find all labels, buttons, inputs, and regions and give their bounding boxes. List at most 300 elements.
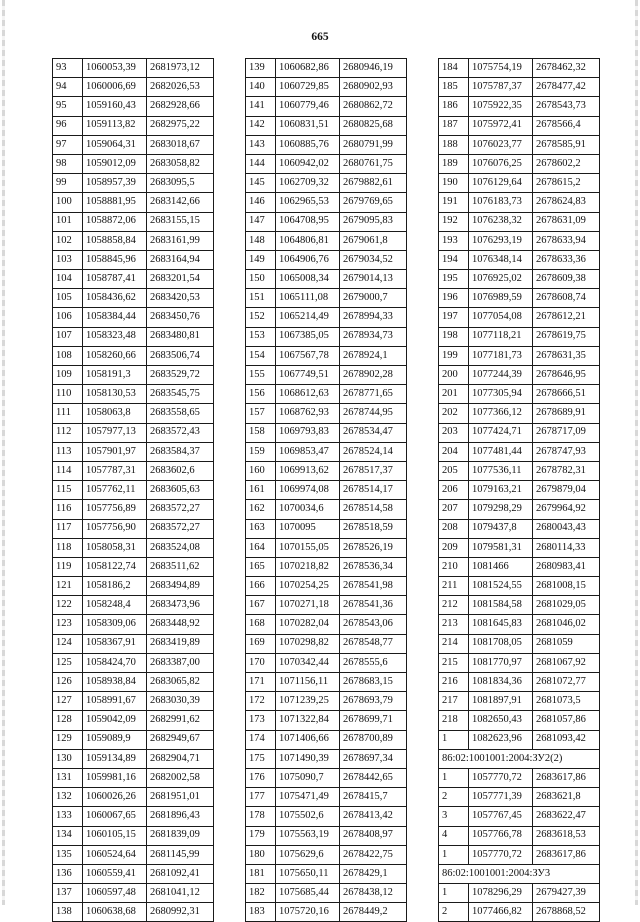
y-coordinate-cell: 2678408,97 [340, 826, 407, 845]
table-row [246, 289, 407, 308]
table-row [53, 59, 214, 78]
y-coordinate-cell: 2681029,05 [533, 596, 600, 615]
x-coordinate-cell: 1058122,74 [83, 557, 147, 576]
x-coordinate-cell: 1058881,95 [83, 193, 147, 212]
y-coordinate-cell: 2678536,34 [340, 557, 407, 576]
y-coordinate-cell: 2681008,15 [533, 577, 600, 596]
table-row [246, 538, 407, 557]
y-coordinate-cell: 2678585,91 [533, 135, 600, 154]
x-coordinate-cell: 1075922,35 [469, 97, 533, 116]
y-coordinate-cell: 2683618,53 [533, 826, 600, 845]
table-row [53, 366, 214, 385]
x-coordinate-cell: 1076238,32 [469, 212, 533, 231]
table-row [53, 596, 214, 615]
point-number-cell: 178 [246, 807, 276, 826]
x-coordinate-cell: 1070298,82 [276, 634, 340, 653]
point-number-cell: 146 [246, 193, 276, 212]
point-number-cell: 1 [439, 730, 469, 749]
table-row [246, 97, 407, 116]
x-coordinate-cell: 1065111,08 [276, 289, 340, 308]
point-number-cell: 197 [439, 308, 469, 327]
point-number-cell: 143 [246, 135, 276, 154]
point-number-cell: 107 [53, 327, 83, 346]
table-row [53, 135, 214, 154]
y-coordinate-cell: 2678782,31 [533, 461, 600, 480]
y-coordinate-cell: 2678619,75 [533, 327, 600, 346]
x-coordinate-cell: 1058845,96 [83, 250, 147, 269]
x-coordinate-cell: 1078296,29 [469, 884, 533, 903]
table-row [439, 250, 600, 269]
point-number-cell: 136 [53, 864, 83, 883]
y-coordinate-cell: 2681072,77 [533, 673, 600, 692]
y-coordinate-cell: 2682928,66 [147, 97, 214, 116]
y-coordinate-cell: 2682002,58 [147, 768, 214, 787]
y-coordinate-cell: 2679061,8 [340, 231, 407, 250]
point-number-cell: 184 [439, 59, 469, 78]
point-number-cell: 129 [53, 730, 83, 749]
table-row [439, 673, 600, 692]
x-coordinate-cell: 1057771,39 [469, 788, 533, 807]
x-coordinate-cell: 1075972,41 [469, 116, 533, 135]
y-coordinate-cell: 2678438,12 [340, 884, 407, 903]
point-number-cell: 142 [246, 116, 276, 135]
x-coordinate-cell: 1057901,97 [83, 442, 147, 461]
x-coordinate-cell: 1079437,8 [469, 519, 533, 538]
y-coordinate-cell: 2683201,54 [147, 270, 214, 289]
x-coordinate-cell: 1071322,84 [276, 711, 340, 730]
x-coordinate-cell: 1064906,76 [276, 250, 340, 269]
y-coordinate-cell: 2678771,65 [340, 385, 407, 404]
y-coordinate-cell: 2683018,67 [147, 135, 214, 154]
x-coordinate-cell: 1059089,9 [83, 730, 147, 749]
y-coordinate-cell: 2678566,4 [533, 116, 600, 135]
table-row [246, 308, 407, 327]
y-coordinate-cell: 2678422,75 [340, 845, 407, 864]
y-coordinate-cell: 2678631,09 [533, 212, 600, 231]
x-coordinate-cell: 1077424,71 [469, 423, 533, 442]
point-number-cell: 106 [53, 308, 83, 327]
point-number-cell: 218 [439, 711, 469, 730]
x-coordinate-cell: 1068762,93 [276, 404, 340, 423]
y-coordinate-cell: 2681046,02 [533, 615, 600, 634]
x-coordinate-cell: 1058787,41 [83, 270, 147, 289]
table-row [53, 78, 214, 97]
y-coordinate-cell: 2683545,75 [147, 385, 214, 404]
x-coordinate-cell: 1070342,44 [276, 653, 340, 672]
point-number-cell: 216 [439, 673, 469, 692]
y-coordinate-cell: 2678693,79 [340, 692, 407, 711]
point-number-cell: 212 [439, 596, 469, 615]
point-number-cell: 161 [246, 481, 276, 500]
y-coordinate-cell: 2681073,5 [533, 692, 600, 711]
table-row [246, 577, 407, 596]
x-coordinate-cell: 1060942,02 [276, 154, 340, 173]
table-row [53, 481, 214, 500]
table-row [439, 135, 600, 154]
y-coordinate-cell: 2683529,72 [147, 366, 214, 385]
table-row [53, 807, 214, 826]
table-row [53, 692, 214, 711]
y-coordinate-cell: 2683419,89 [147, 634, 214, 653]
point-number-cell: 196 [439, 289, 469, 308]
table-row [439, 327, 600, 346]
y-coordinate-cell: 2678624,83 [533, 193, 600, 212]
point-number-cell: 175 [246, 749, 276, 768]
table-row [439, 807, 600, 826]
x-coordinate-cell: 1077481,44 [469, 442, 533, 461]
point-number-cell: 192 [439, 212, 469, 231]
x-coordinate-cell: 1059064,31 [83, 135, 147, 154]
table-row [439, 193, 600, 212]
y-coordinate-cell: 2678429,1 [340, 864, 407, 883]
x-coordinate-cell: 1069793,83 [276, 423, 340, 442]
point-number-cell: 154 [246, 346, 276, 365]
y-coordinate-cell: 2678924,1 [340, 346, 407, 365]
point-number-cell: 147 [246, 212, 276, 231]
table-row [246, 634, 407, 653]
point-number-cell: 141 [246, 97, 276, 116]
x-coordinate-cell: 1077054,08 [469, 308, 533, 327]
point-number-cell: 109 [53, 366, 83, 385]
table-row [53, 884, 214, 903]
y-coordinate-cell: 2678548,77 [340, 634, 407, 653]
table-row [439, 174, 600, 193]
table-row [246, 327, 407, 346]
y-coordinate-cell: 2683617,86 [533, 845, 600, 864]
point-number-cell: 173 [246, 711, 276, 730]
point-number-cell: 116 [53, 500, 83, 519]
y-coordinate-cell: 2680114,33 [533, 538, 600, 557]
x-coordinate-cell: 1058063,8 [83, 404, 147, 423]
y-coordinate-cell: 2683473,96 [147, 596, 214, 615]
y-coordinate-cell: 2678543,73 [533, 97, 600, 116]
table-row [53, 212, 214, 231]
point-number-cell: 169 [246, 634, 276, 653]
x-coordinate-cell: 1060559,41 [83, 864, 147, 883]
y-coordinate-cell: 2678902,28 [340, 366, 407, 385]
table-row [439, 270, 600, 289]
x-coordinate-cell: 1075471,49 [276, 788, 340, 807]
point-number-cell: 199 [439, 346, 469, 365]
table-row [53, 577, 214, 596]
point-number-cell: 124 [53, 634, 83, 653]
point-number-cell: 179 [246, 826, 276, 845]
table-row [439, 116, 600, 135]
y-coordinate-cell: 2678517,37 [340, 461, 407, 480]
y-coordinate-cell: 2678415,7 [340, 788, 407, 807]
table-row [246, 749, 407, 768]
x-coordinate-cell: 1076183,73 [469, 193, 533, 212]
y-coordinate-cell: 2680825,68 [340, 116, 407, 135]
point-number-cell: 190 [439, 174, 469, 193]
y-coordinate-cell: 2683524,08 [147, 538, 214, 557]
table-row [53, 538, 214, 557]
point-number-cell: 119 [53, 557, 83, 576]
y-coordinate-cell: 2678717,09 [533, 423, 600, 442]
y-coordinate-cell: 2678541,98 [340, 577, 407, 596]
y-coordinate-cell: 2680791,99 [340, 135, 407, 154]
point-number-cell: 123 [53, 615, 83, 634]
y-coordinate-cell: 2680983,41 [533, 557, 600, 576]
y-coordinate-cell: 2683164,94 [147, 250, 214, 269]
point-number-cell: 159 [246, 442, 276, 461]
x-coordinate-cell: 1058384,44 [83, 308, 147, 327]
x-coordinate-cell: 1071239,25 [276, 692, 340, 711]
x-coordinate-cell: 1077366,12 [469, 404, 533, 423]
point-number-cell: 130 [53, 749, 83, 768]
x-coordinate-cell: 1071156,11 [276, 673, 340, 692]
table-row [53, 615, 214, 634]
x-coordinate-cell: 1070095 [276, 519, 340, 538]
x-coordinate-cell: 1067567,78 [276, 346, 340, 365]
y-coordinate-cell: 2678477,42 [533, 78, 600, 97]
point-number-cell: 111 [53, 404, 83, 423]
y-coordinate-cell: 2678631,35 [533, 346, 600, 365]
y-coordinate-cell: 2683030,39 [147, 692, 214, 711]
y-coordinate-cell: 2678541,36 [340, 596, 407, 615]
y-coordinate-cell: 2678615,2 [533, 174, 600, 193]
table-row [439, 730, 600, 749]
x-coordinate-cell: 1070282,04 [276, 615, 340, 634]
x-coordinate-cell: 1058186,2 [83, 577, 147, 596]
point-number-cell: 156 [246, 385, 276, 404]
point-number-cell: 180 [246, 845, 276, 864]
x-coordinate-cell: 1059042,09 [83, 711, 147, 730]
table-row [53, 308, 214, 327]
point-number-cell: 2 [439, 788, 469, 807]
point-number-cell: 163 [246, 519, 276, 538]
table-row [53, 634, 214, 653]
table-row [246, 596, 407, 615]
y-coordinate-cell: 2681057,86 [533, 711, 600, 730]
point-number-cell: 209 [439, 538, 469, 557]
y-coordinate-cell: 2682949,67 [147, 730, 214, 749]
point-number-cell: 127 [53, 692, 83, 711]
table-row [246, 404, 407, 423]
y-coordinate-cell: 2678555,6 [340, 653, 407, 672]
point-number-cell: 122 [53, 596, 83, 615]
y-coordinate-cell: 2678609,38 [533, 270, 600, 289]
y-coordinate-cell: 2680902,93 [340, 78, 407, 97]
x-coordinate-cell: 1076989,59 [469, 289, 533, 308]
x-coordinate-cell: 1060885,76 [276, 135, 340, 154]
y-coordinate-cell: 2681145,99 [147, 845, 214, 864]
table-row [53, 461, 214, 480]
table-row [246, 481, 407, 500]
x-coordinate-cell: 1069853,47 [276, 442, 340, 461]
point-number-cell: 189 [439, 154, 469, 173]
parcel-id-label: 86:02:1001001:2004:ЗУ3 [439, 864, 600, 883]
x-coordinate-cell: 1058130,53 [83, 385, 147, 404]
table-row [439, 519, 600, 538]
point-number-cell: 145 [246, 174, 276, 193]
point-number-cell: 200 [439, 366, 469, 385]
point-number-cell: 95 [53, 97, 83, 116]
table-row [53, 864, 214, 883]
x-coordinate-cell: 1060006,69 [83, 78, 147, 97]
y-coordinate-cell: 2682975,22 [147, 116, 214, 135]
table-row [246, 423, 407, 442]
y-coordinate-cell: 2681973,12 [147, 59, 214, 78]
point-number-cell: 193 [439, 231, 469, 250]
point-number-cell: 99 [53, 174, 83, 193]
y-coordinate-cell: 2680946,19 [340, 59, 407, 78]
point-number-cell: 114 [53, 461, 83, 480]
table-row [53, 500, 214, 519]
point-number-cell: 150 [246, 270, 276, 289]
point-number-cell: 151 [246, 289, 276, 308]
x-coordinate-cell: 1075090,7 [276, 768, 340, 787]
y-coordinate-cell: 2683420,53 [147, 289, 214, 308]
x-coordinate-cell: 1062965,53 [276, 193, 340, 212]
y-coordinate-cell: 2683480,81 [147, 327, 214, 346]
point-number-cell: 128 [53, 711, 83, 730]
point-number-cell: 201 [439, 385, 469, 404]
y-coordinate-cell: 2683095,5 [147, 174, 214, 193]
table-row [246, 730, 407, 749]
x-coordinate-cell: 1077118,21 [469, 327, 533, 346]
point-number-cell: 164 [246, 538, 276, 557]
x-coordinate-cell: 1058309,06 [83, 615, 147, 634]
x-coordinate-cell: 1058191,3 [83, 366, 147, 385]
point-number-cell: 188 [439, 135, 469, 154]
x-coordinate-cell: 1079163,21 [469, 481, 533, 500]
x-coordinate-cell: 1059113,82 [83, 116, 147, 135]
y-coordinate-cell: 2683448,92 [147, 615, 214, 634]
y-coordinate-cell: 2678689,91 [533, 404, 600, 423]
x-coordinate-cell: 1060682,86 [276, 59, 340, 78]
point-number-cell: 211 [439, 577, 469, 596]
y-coordinate-cell: 2683065,82 [147, 673, 214, 692]
point-number-cell: 1 [439, 768, 469, 787]
y-coordinate-cell: 2679095,83 [340, 212, 407, 231]
point-number-cell: 139 [246, 59, 276, 78]
x-coordinate-cell: 1077466,82 [469, 903, 533, 922]
table-row [53, 346, 214, 365]
x-coordinate-cell: 1070155,05 [276, 538, 340, 557]
y-coordinate-cell: 2678442,65 [340, 768, 407, 787]
table-row [439, 500, 600, 519]
x-coordinate-cell: 1076348,14 [469, 250, 533, 269]
point-number-cell: 153 [246, 327, 276, 346]
y-coordinate-cell: 2683605,63 [147, 481, 214, 500]
point-number-cell: 174 [246, 730, 276, 749]
x-coordinate-cell: 1070034,6 [276, 500, 340, 519]
table-row [246, 903, 407, 922]
point-number-cell: 183 [246, 903, 276, 922]
x-coordinate-cell: 1058058,31 [83, 538, 147, 557]
x-coordinate-cell: 1057756,89 [83, 500, 147, 519]
table-row [246, 59, 407, 78]
x-coordinate-cell: 1076925,02 [469, 270, 533, 289]
x-coordinate-cell: 1081897,91 [469, 692, 533, 711]
table-row [246, 116, 407, 135]
y-coordinate-cell: 2678462,32 [533, 59, 600, 78]
x-coordinate-cell: 1068612,63 [276, 385, 340, 404]
x-coordinate-cell: 1064708,95 [276, 212, 340, 231]
table-row [439, 845, 600, 864]
table-row [439, 289, 600, 308]
table-row [439, 903, 600, 922]
table-row [246, 788, 407, 807]
point-number-cell: 152 [246, 308, 276, 327]
y-coordinate-cell: 2679000,7 [340, 289, 407, 308]
table-row [53, 250, 214, 269]
table-row [246, 519, 407, 538]
table-row [246, 250, 407, 269]
table-row [53, 711, 214, 730]
x-coordinate-cell: 1060067,65 [83, 807, 147, 826]
table-row [53, 404, 214, 423]
y-coordinate-cell: 2678608,74 [533, 289, 600, 308]
y-coordinate-cell: 2679014,13 [340, 270, 407, 289]
table-row [439, 308, 600, 327]
y-coordinate-cell: 2678697,34 [340, 749, 407, 768]
y-coordinate-cell: 2683450,76 [147, 308, 214, 327]
y-coordinate-cell: 2678646,95 [533, 366, 600, 385]
y-coordinate-cell: 2683617,86 [533, 768, 600, 787]
table-row [246, 154, 407, 173]
point-number-cell: 204 [439, 442, 469, 461]
x-coordinate-cell: 1076076,25 [469, 154, 533, 173]
coordinates-table-column-2 [245, 58, 407, 922]
table-row [246, 461, 407, 480]
table-row [53, 116, 214, 135]
parcel-heading-row [439, 749, 600, 768]
y-coordinate-cell: 2683584,37 [147, 442, 214, 461]
table-row [246, 692, 407, 711]
x-coordinate-cell: 1075629,6 [276, 845, 340, 864]
x-coordinate-cell: 1075650,11 [276, 864, 340, 883]
point-number-cell: 98 [53, 154, 83, 173]
table-row [53, 749, 214, 768]
table-row [53, 788, 214, 807]
y-coordinate-cell: 2678666,51 [533, 385, 600, 404]
point-number-cell: 157 [246, 404, 276, 423]
x-coordinate-cell: 1077244,39 [469, 366, 533, 385]
point-number-cell: 195 [439, 270, 469, 289]
table-row [439, 212, 600, 231]
y-coordinate-cell: 2678934,73 [340, 327, 407, 346]
table-row [53, 903, 214, 922]
table-row [439, 461, 600, 480]
table-row [439, 788, 600, 807]
point-number-cell: 185 [439, 78, 469, 97]
x-coordinate-cell: 1075787,37 [469, 78, 533, 97]
table-row [246, 366, 407, 385]
y-coordinate-cell: 2678612,21 [533, 308, 600, 327]
x-coordinate-cell: 1059012,09 [83, 154, 147, 173]
point-number-cell: 215 [439, 653, 469, 672]
y-coordinate-cell: 2679427,39 [533, 884, 600, 903]
x-coordinate-cell: 1077181,73 [469, 346, 533, 365]
y-coordinate-cell: 2683058,82 [147, 154, 214, 173]
table-row [246, 174, 407, 193]
x-coordinate-cell: 1067385,05 [276, 327, 340, 346]
point-number-cell: 125 [53, 653, 83, 672]
point-number-cell: 131 [53, 768, 83, 787]
x-coordinate-cell: 1070271,18 [276, 596, 340, 615]
point-number-cell: 160 [246, 461, 276, 480]
x-coordinate-cell: 1075720,16 [276, 903, 340, 922]
table-row [439, 826, 600, 845]
x-coordinate-cell: 1060105,15 [83, 826, 147, 845]
coordinates-table-column-3 [438, 58, 600, 922]
table-row [439, 154, 600, 173]
table-row [53, 327, 214, 346]
point-number-cell: 206 [439, 481, 469, 500]
parcel-heading-row [439, 864, 600, 883]
